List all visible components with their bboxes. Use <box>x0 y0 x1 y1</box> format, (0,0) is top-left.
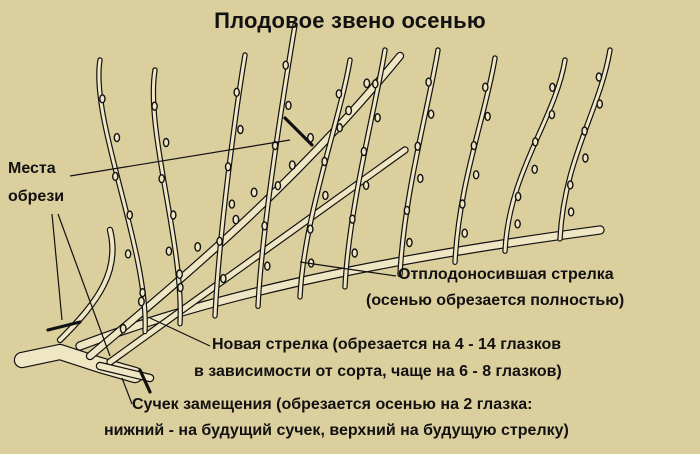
label-new-shoot-1: Новая стрелка (обрезается на 4 - 14 глазков <box>212 336 562 353</box>
bud-icon <box>474 171 479 179</box>
bud-icon <box>290 161 296 169</box>
label-replacement-spur-2: нижний - на будущий сучек, верхний на будущую стрелку) <box>104 422 569 439</box>
cut-mark-icon <box>285 118 312 145</box>
bud-icon <box>229 200 234 208</box>
bud-icon <box>114 134 119 142</box>
bud-icon <box>164 139 169 147</box>
bud-icon <box>582 127 587 135</box>
lateral-shoot <box>300 60 350 297</box>
bud-icon <box>533 138 538 146</box>
bud-icon <box>323 191 328 199</box>
branches-group <box>22 25 610 378</box>
lateral-shoot <box>455 58 495 262</box>
bud-icon <box>139 297 145 305</box>
bud-icon <box>596 73 601 81</box>
bud-icon <box>364 79 370 87</box>
bud-icon <box>415 142 420 150</box>
bud-icon <box>120 325 126 333</box>
bud-icon <box>462 229 467 237</box>
bud-icon <box>483 83 488 91</box>
bud-icon <box>262 222 267 230</box>
bud-icon <box>550 83 555 91</box>
bud-icon <box>177 270 183 278</box>
bud-icon <box>251 188 257 196</box>
pointer-line <box>70 140 290 176</box>
bud-icon <box>336 90 341 98</box>
pointer-line <box>52 214 62 320</box>
bud-icon <box>597 100 602 108</box>
bud-icon <box>361 148 366 156</box>
bud-icon <box>471 142 476 150</box>
bud-icon <box>404 206 409 214</box>
bud-icon <box>126 250 131 258</box>
bud-icon <box>100 95 105 103</box>
bud-icon <box>322 158 327 166</box>
bud-icon <box>375 114 380 122</box>
bud-icon <box>532 165 537 173</box>
bud-icon <box>238 126 243 134</box>
bud-icon <box>195 243 201 251</box>
bud-icon <box>233 215 239 223</box>
bud-icon <box>485 112 490 120</box>
bud-icon <box>418 174 423 182</box>
label-new-shoot-2: в зависимости от сорта, чаще на 6 - 8 глазков) <box>194 363 562 380</box>
bud-icon <box>426 78 431 86</box>
bud-icon <box>515 220 520 228</box>
diagram-title: Плодовое звено осенью <box>214 8 486 33</box>
bud-icon <box>583 154 588 162</box>
bud-icon <box>308 225 313 233</box>
bud-icon <box>171 211 176 219</box>
bud-icon <box>159 175 164 183</box>
bud-icon <box>364 181 369 189</box>
bud-icon <box>226 163 231 171</box>
bud-icon <box>221 275 226 283</box>
bud-icon <box>549 111 554 119</box>
label-spent-shoot-2: (осенью обрезается полностью) <box>366 292 625 309</box>
label-cut-places-2: обрези <box>8 188 65 205</box>
lateral-shoot-outline <box>505 60 565 251</box>
label-cut-places-1: Места <box>8 160 56 177</box>
bud-icon <box>460 200 465 208</box>
bud-icon <box>352 249 357 257</box>
bud-icon <box>166 247 171 255</box>
lateral-shoot <box>99 60 145 332</box>
bud-icon <box>113 172 118 180</box>
lateral-shoot <box>400 50 438 275</box>
bud-icon <box>283 61 288 69</box>
bud-icon <box>234 88 239 96</box>
label-spent-shoot-1: Отплодоносившая стрелка <box>398 266 614 283</box>
bud-icon <box>265 262 270 270</box>
bud-icon <box>429 110 434 118</box>
bud-icon <box>178 284 183 292</box>
bud-icon <box>127 211 132 219</box>
bud-icon <box>516 193 521 201</box>
bud-icon <box>568 181 573 189</box>
bud-icon <box>337 124 342 132</box>
bud-icon <box>407 239 412 247</box>
bud-icon <box>373 80 378 88</box>
lateral-shoot <box>560 50 610 239</box>
bud-icon <box>140 289 145 297</box>
bud-icon <box>286 101 291 109</box>
bud-icon <box>569 208 574 216</box>
bud-icon <box>217 237 222 245</box>
bud-icon <box>350 215 355 223</box>
bud-icon <box>152 102 157 110</box>
label-replacement-spur-1: Сучек замещения (обрезается осенью на 2 глазка: <box>132 396 533 413</box>
bud-icon <box>346 106 352 114</box>
bud-icon <box>275 182 280 190</box>
